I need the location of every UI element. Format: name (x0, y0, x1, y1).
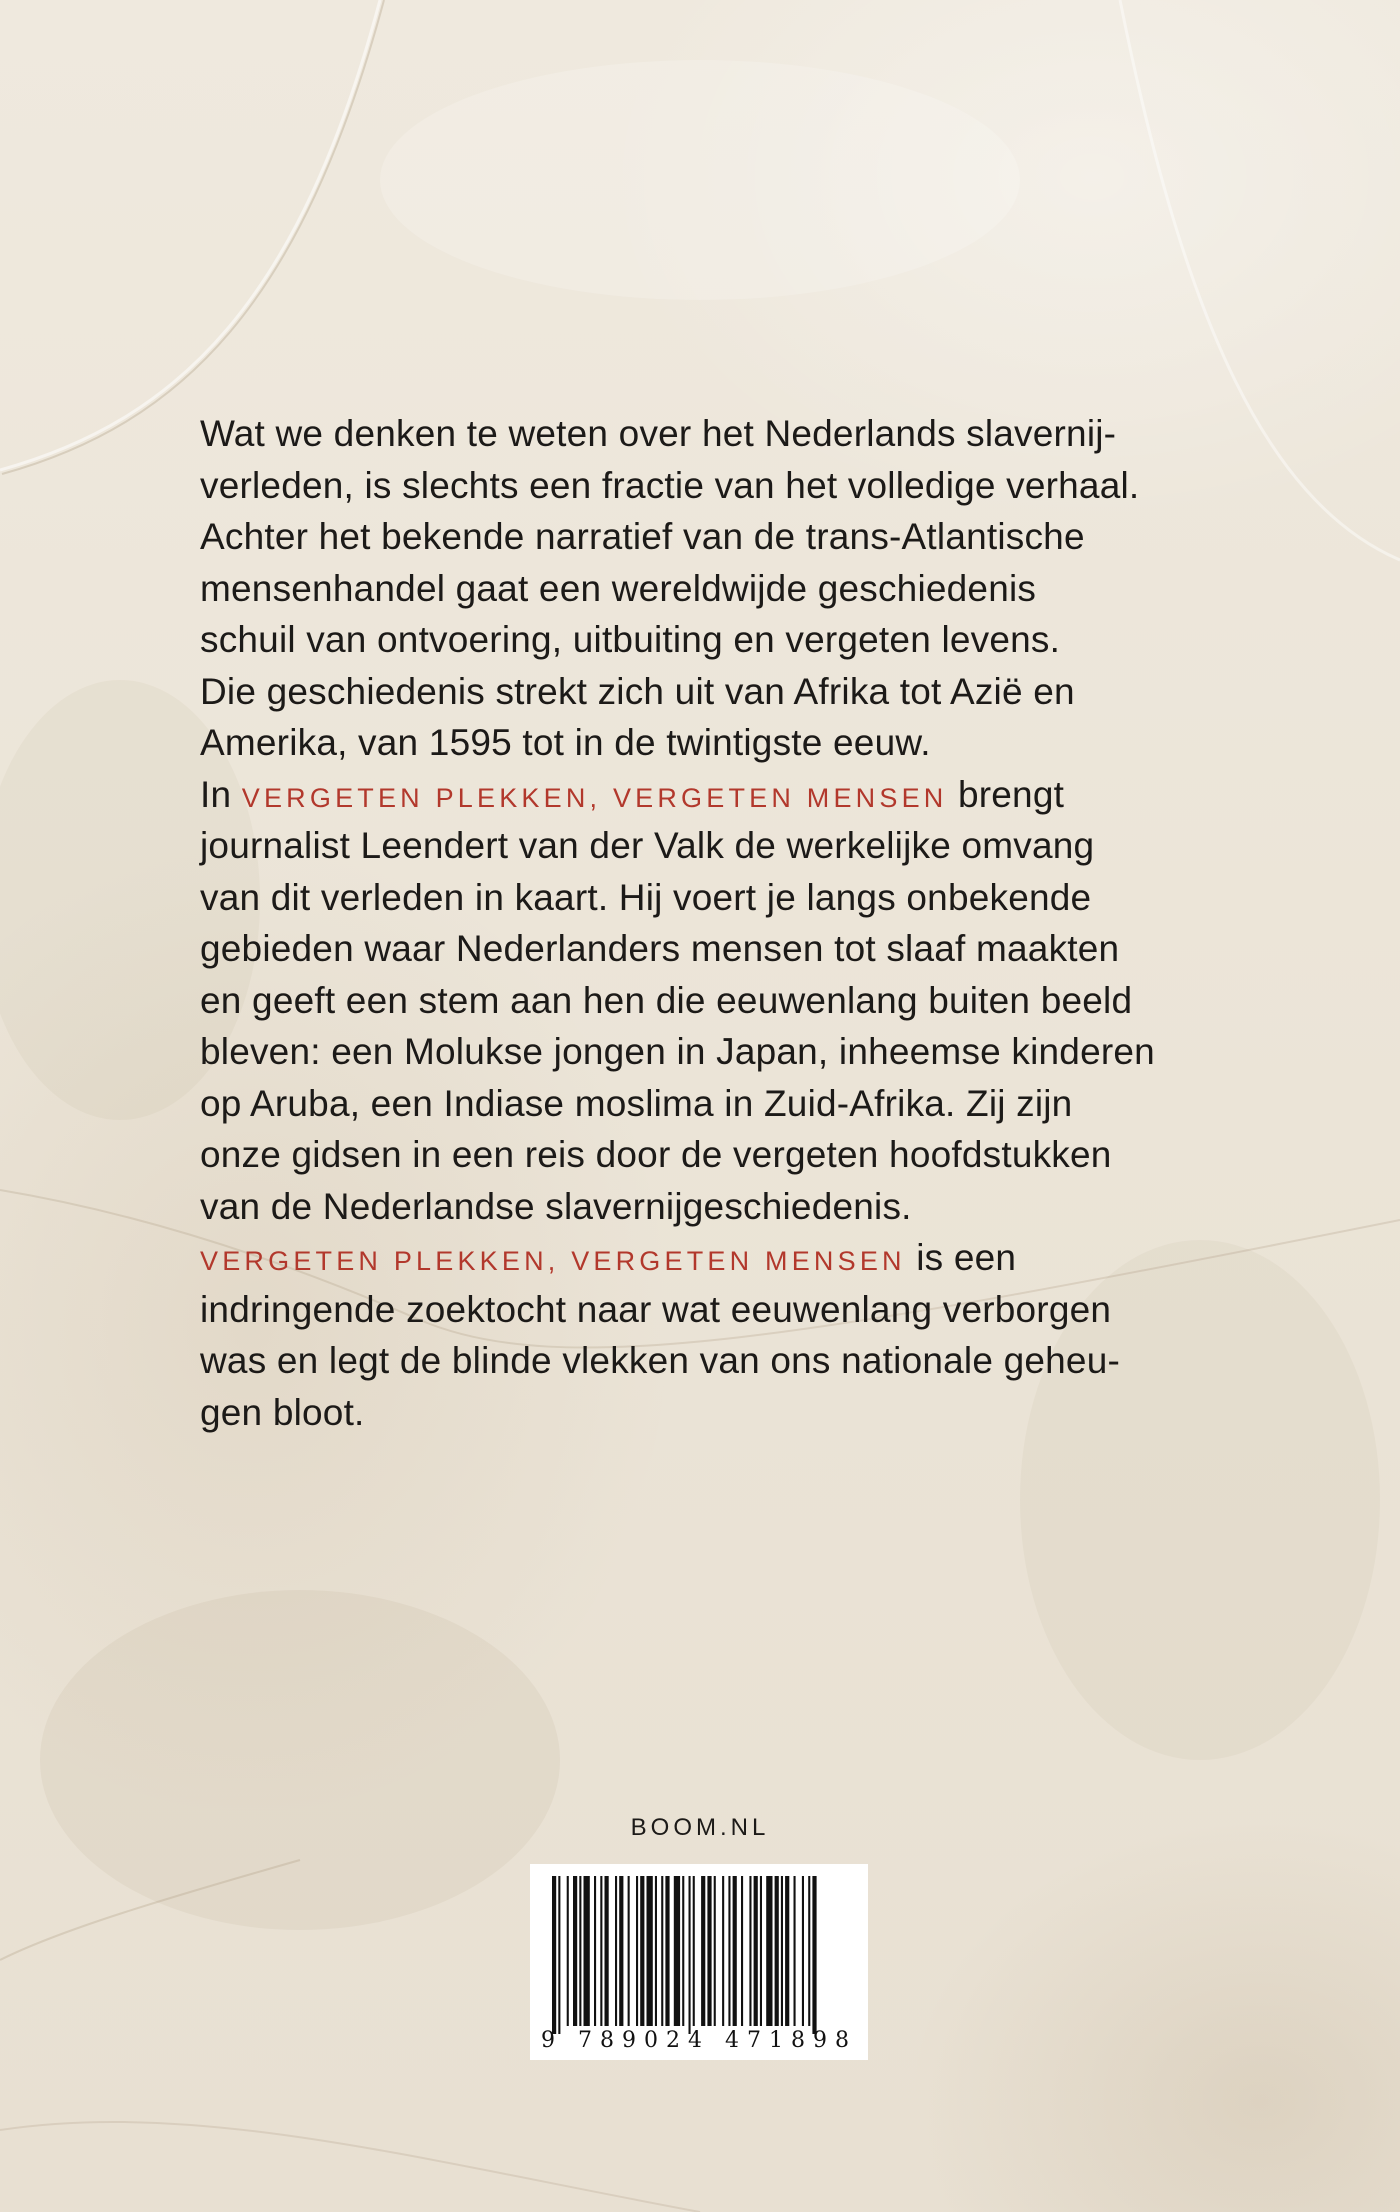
barcode-bar (707, 1876, 711, 2026)
blurb-line (200, 666, 1200, 718)
blurb-text: is een (905, 1237, 1017, 1278)
blurb-line (200, 1129, 1200, 1181)
blurb-text: en geeft een stem aan hen die eeuwenlang buiten beeld (200, 979, 1133, 1021)
barcode-bar (722, 1876, 724, 2026)
barcode-bar (552, 1876, 556, 2034)
barcode-bar (794, 1876, 796, 2026)
isbn-number: 9 789024 471898 (541, 2028, 857, 2053)
book-title-reference: VERGETEN PLEKKEN, VERGETEN MENSEN (241, 782, 948, 813)
blurb-text: Achter het bekende narratief van de trans-Atlantische (200, 516, 1085, 557)
barcode-bar (594, 1876, 596, 2026)
barcode-bar (567, 1876, 569, 2026)
blurb-line (200, 614, 1200, 666)
barcode-bar (647, 1876, 653, 2026)
blurb-line (200, 769, 1200, 821)
blurb-line (200, 1387, 1200, 1439)
barcode-bar (785, 1876, 789, 2026)
barcode-bar (674, 1876, 680, 2026)
barcode-bar (661, 1876, 663, 2026)
barcode-bar (615, 1876, 617, 2026)
book-title-reference: VERGETEN PLEKKEN, VERGETEN MENSEN (200, 1246, 906, 1276)
blurb-text: onze gidsen in een reis door de vergeten hoofdstukken (200, 1134, 1112, 1175)
blurb-text: bleven: een Molukse jongen in Japan, inheemse kinderen (200, 1031, 1155, 1072)
blurb-text: op Aruba, een Indiase moslima in Zuid-Afrika. Zij zijn (200, 1082, 1073, 1124)
blurb-text: indringende zoektocht naar wat eeuwenlang verborgen (200, 1288, 1112, 1330)
blurb-text: journalist Leendert van der Valk de werkelijke omvang (200, 825, 1095, 866)
blurb-line (200, 460, 1200, 512)
barcode-bar (619, 1876, 623, 2026)
blurb-text: van de Nederlandse slavernijgeschiedenis. (200, 1185, 912, 1227)
barcode-bar (741, 1876, 743, 2026)
blurb-line (200, 1232, 1200, 1284)
blurb-text: schuil van ontvoering, uitbuiting en vergeten levens. (200, 619, 1061, 660)
isbn-barcode (530, 1864, 868, 2060)
barcode-bar (728, 1876, 730, 2026)
barcode-bar (775, 1876, 779, 2026)
blurb-text: verleden, is slechts een fractie van het volledige verhaal. (200, 464, 1140, 506)
barcode-bar (600, 1876, 602, 2026)
barcode-bar (584, 1876, 590, 2026)
publisher-url: BOOM.NL (630, 1814, 770, 1841)
blurb-text: gen bloot. (200, 1391, 365, 1433)
barcode-bar (558, 1876, 560, 2034)
blurb-text: brengt (947, 773, 1065, 815)
barcode-bar (636, 1876, 638, 2026)
barcode-bar (573, 1876, 577, 2026)
blurb-text: Amerika, van 1595 tot in de twintigste eeuw. (200, 722, 931, 763)
barcode-bar (714, 1876, 716, 2026)
blurb-text: mensenhandel gaat een wereldwijde geschiedenis (200, 567, 1037, 609)
barcode-bar (802, 1876, 804, 2026)
barcode-bar (605, 1876, 609, 2026)
blurb-text: In (200, 773, 242, 815)
blurb-text: Die geschiedenis strekt zich uit van Afrika tot Azië en (200, 670, 1075, 712)
barcode-bar (682, 1876, 684, 2026)
barcode-bar (754, 1876, 758, 2026)
blurb-line (200, 1284, 1200, 1336)
barcode-bar (812, 1876, 816, 2034)
barcode-bar (579, 1876, 581, 2026)
barcode-bar (760, 1876, 762, 2026)
blurb-line (200, 872, 1200, 924)
blurb-line (200, 1026, 1200, 1078)
barcode-bar (689, 1876, 691, 2034)
blurb-line (200, 1078, 1200, 1130)
blurb-line (200, 975, 1200, 1027)
barcode-bar (733, 1876, 737, 2026)
barcode-bar (749, 1876, 751, 2026)
barcode-bar (693, 1876, 695, 2026)
blurb-line (200, 563, 1200, 615)
barcode-bar (655, 1876, 657, 2026)
blurb-line (200, 1335, 1200, 1387)
blurb-line (200, 717, 1200, 769)
blurb-line (200, 511, 1200, 563)
barcode-bar (665, 1876, 669, 2026)
barcode-bar (808, 1876, 810, 2026)
blurb-line (200, 820, 1200, 872)
blurb-line (200, 923, 1200, 975)
blurb-line (200, 1181, 1200, 1233)
barcode-bar (640, 1876, 644, 2026)
blurb-text: was en legt de blinde vlekken van ons nationale geheu- (200, 1340, 1120, 1381)
barcode-bar (628, 1876, 630, 2026)
barcode-bar (701, 1876, 705, 2026)
blurb-text: gebieden waar Nederlanders mensen tot slaaf maakten (200, 928, 1120, 969)
blurb-text: van dit verleden in kaart. Hij voert je langs onbekende (200, 876, 1092, 918)
back-cover-blurb (200, 408, 1200, 1438)
blurb-line (200, 408, 1200, 460)
blurb-text: Wat we denken te weten over het Nederlands slavernij- (200, 413, 1117, 454)
barcode-bar (781, 1876, 783, 2026)
barcode-bar (766, 1876, 772, 2026)
